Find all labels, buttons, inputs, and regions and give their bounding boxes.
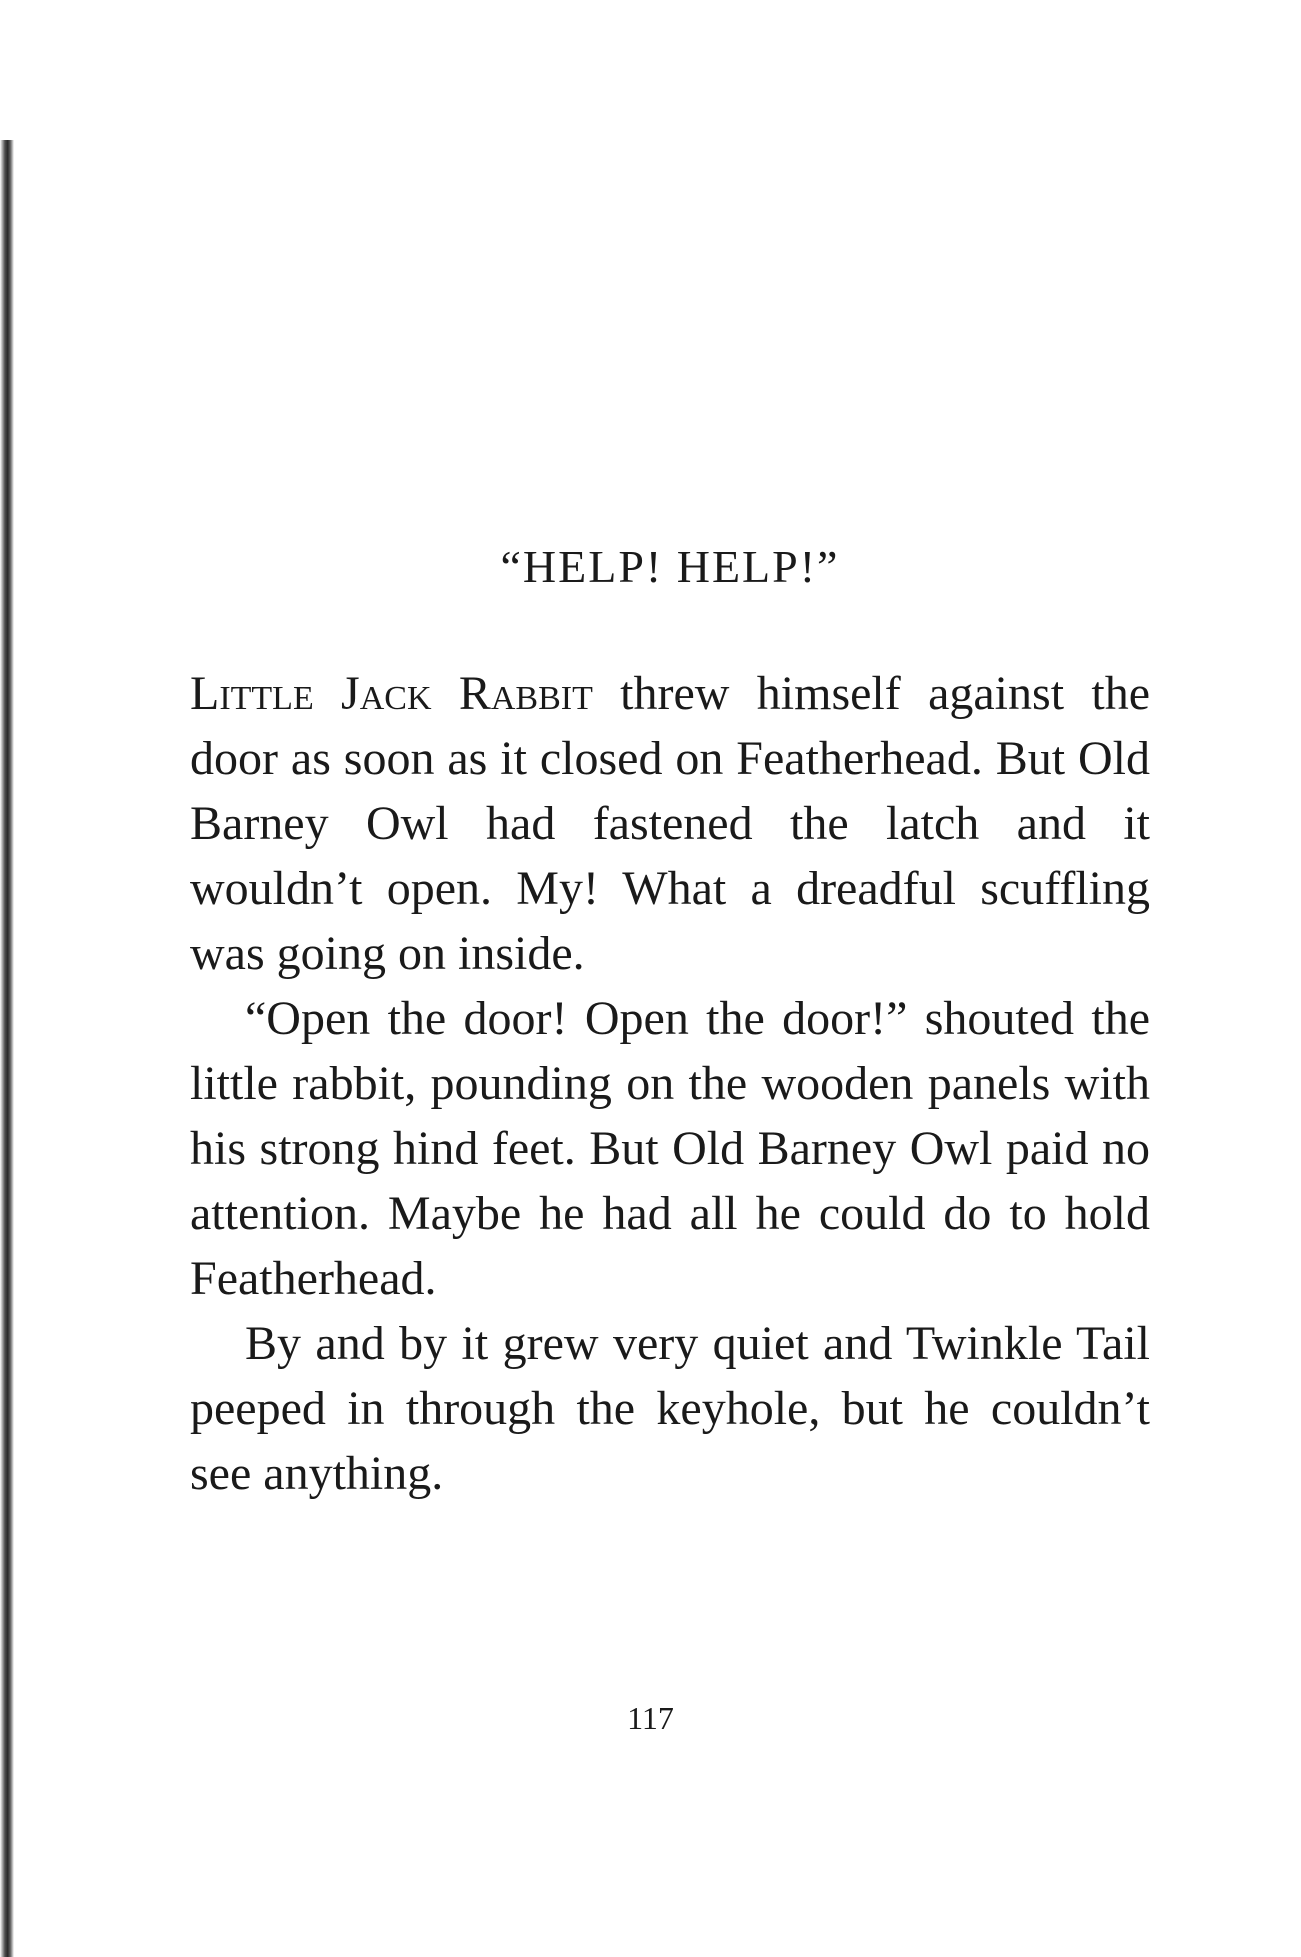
paragraph-2: “Open the door! Open the door!” shouted the little rabbit, pounding on the wooden panels with his strong hind feet. But Old Barney Owl paid no attention. Maybe he had all he could do to hold Featherhead.	[190, 992, 1150, 1305]
scan-binding-edge	[0, 140, 14, 1957]
lead-smallcaps: Little Jack Rabbit	[190, 667, 593, 720]
page-body	[190, 540, 1150, 1506]
paragraph-1-text: threw himself against the door as soon as it closed on Featherhead. But Old Barney Owl had fastened the latch and it wouldn’t open. My! What a dreadful scuffling was going on inside.	[190, 667, 1150, 980]
chapter-title: “HELP! HELP!”	[500, 541, 840, 592]
paragraph-1	[190, 661, 1150, 986]
page-number: 117	[627, 1700, 674, 1736]
paragraph-3: By and by it grew very quiet and Twinkle Tail peeped in through the keyhole, but he couldn’t see anything.	[190, 1317, 1150, 1500]
